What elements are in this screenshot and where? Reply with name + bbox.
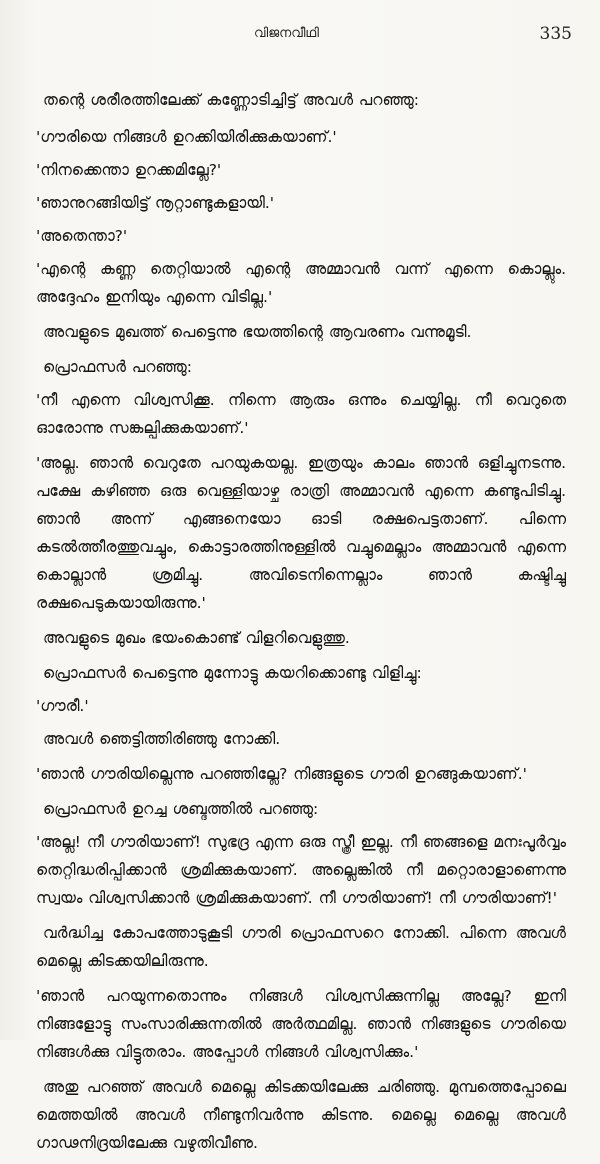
body-text xyxy=(36,86,566,1164)
dialogue-paragraph: 'എന്റെ കണ്ണ തെറ്റിയാൽ എന്റെ അമ്മാവൻ വന്ന് എന്നെ കൊല്ലും. അദ്ദേഹം ഇനിയും എന്നെ വിടില്ല.' xyxy=(36,260,566,306)
paragraph: പ്രൊഫസർ ഉറച്ച ശബ്ദത്തിൽ പറഞ്ഞു: xyxy=(43,800,319,818)
dialogue-paragraph: 'ഞാൻ പറയുന്നതൊന്നും നിങ്ങൾ വിശ്വസിക്കുന്നില്ല അല്ലേ? ഇനി നിങ്ങളോട്ടു സംസാരിക്കുന്നതിൽ അർത്ഥമില്ല. ഞാൻ നിങ്ങളുടെ ഗൗരിയെ നിങ്ങൾക്കു വിട്ടുതരാം. അപ്പോൾ നിങ്ങൾ വിശ്വസിക്കും.' xyxy=(36,987,566,1061)
paragraph: അവൾ ഞെട്ടിത്തിരിഞ്ഞു നോക്കി. xyxy=(43,730,281,748)
dialogue-paragraph: 'അല്ല! നീ ഗൗരിയാണ്! സുഭദ്ര എന്ന ഒരു സ്ത്രീ ഇല്ല. നീ ഞങ്ങളെ മനഃപൂർവ്വം തെറ്റിദ്ധരിപ്പിക്കാൻ ശ്രമിക്കുകയാണ്. അല്ലെങ്കിൽ നീ മറ്റൊരാളാണെന്നു സ്വയം വിശ്വസിക്കാൻ ശ്രമിക്കുകയാണ്. നീ ഗൗരിയാണ്! നീ ഗൗരിയാണ്!' xyxy=(36,833,566,907)
paragraph: തന്റെ ശരീരത്തിലേക്ക് കണ്ണോടിച്ചിട്ട് അവൾ പറഞ്ഞു: xyxy=(43,91,419,109)
paragraph: പ്രൊഫസർ പെട്ടെന്നു മുന്നോട്ടു കയറിക്കൊണ്ടു വിളിച്ചു: xyxy=(43,664,422,682)
dialogue-line: 'ഗൗരീ.' xyxy=(36,697,89,715)
running-title: വിജനവീഥി xyxy=(254,26,319,41)
paragraph: പ്രൊഫസർ പറഞ്ഞു: xyxy=(43,358,192,376)
running-header xyxy=(0,22,600,50)
dialogue-line: 'ഗൗരിയെ നിങ്ങൾ ഉറക്കിയിരിക്കുകയാണ്.' xyxy=(36,128,337,146)
paragraph: അതു പറഞ്ഞ് അവൾ മെല്ലെ കിടക്കയിലേക്കു ചരിഞ്ഞു. മുമ്പത്തെപ്പോലെ മെത്തയിൽ അവൾ നീണ്ടുനിവർന്നു കിടന്നു. മെല്ലെ മെല്ലെ അവൾ ഗാഢനിദ്രയിലേക്കു വഴുതിവീണു. xyxy=(36,1078,566,1152)
dialogue-line: 'അതെന്താ?' xyxy=(36,227,128,245)
dialogue-paragraph: 'അല്ല. ഞാൻ വെറുതേ പറയുകയല്ല. ഇത്രയും കാലം ഞാൻ ഒളിച്ചുനടന്നു. പക്ഷേ കഴിഞ്ഞ ഒരു വെള്ളിയാഴ്ച രാത്രി അമ്മാവൻ എന്നെ കണ്ടുപിടിച്ചു. ഞാൻ അന്ന് എങ്ങനെയോ ഓടി രക്ഷപെട്ടതാണ്. പിന്നെ കടൽത്തീരത്തുവച്ചും, കൊട്ടാരത്തിനുള്ളിൽ വച്ചുമെല്ലാം അമ്മാവൻ എന്നെ കൊല്ലാൻ ശ്രമിച്ചു. അവിടെനിന്നെല്ലാം ഞാൻ കഷ്ടിച്ചു രക്ഷപെടുകയായിരുന്നു.' xyxy=(36,454,566,612)
paragraph: അവളുടെ മുഖത്ത് പെട്ടെന്നു ഭയത്തിന്റെ ആവരണം വന്നുമൂടി. xyxy=(43,323,472,341)
page-number: 335 xyxy=(539,24,572,44)
dialogue-paragraph: 'ഞാൻ ഗൗരിയില്ലെന്നു പറഞ്ഞില്ലേ? നിങ്ങളുടെ ഗൗരി ഉറങ്ങുകയാണ്.' xyxy=(36,765,527,783)
paragraph: വർദ്ധിച്ച കോപത്തോടുകൂടി ഗൗരി പ്രൊഫസറെ നോക്കി. പിന്നെ അവൾ മെല്ലെ കിടക്കയിലിരുന്നു. xyxy=(36,924,566,970)
paragraph: അവളുടെ മുഖം ഭയംകൊണ്ട് വിളറിവെളുത്തു. xyxy=(43,629,350,647)
dialogue-line: 'ഞാനുറങ്ങിയിട്ട് നൂറ്റാണ്ടുകളായി.' xyxy=(36,194,275,212)
dialogue-line: 'നിനക്കെന്താ ഉറക്കമില്ലേ?' xyxy=(36,161,222,179)
dialogue-paragraph: 'നീ എന്നെ വിശ്വസിക്കൂ. നിന്നെ ആരും ഒന്നും ചെയ്യില്ല. നീ വെറുതെ ഓരോന്നു സങ്കല്പിക്കുകയാണ്.' xyxy=(36,391,566,437)
